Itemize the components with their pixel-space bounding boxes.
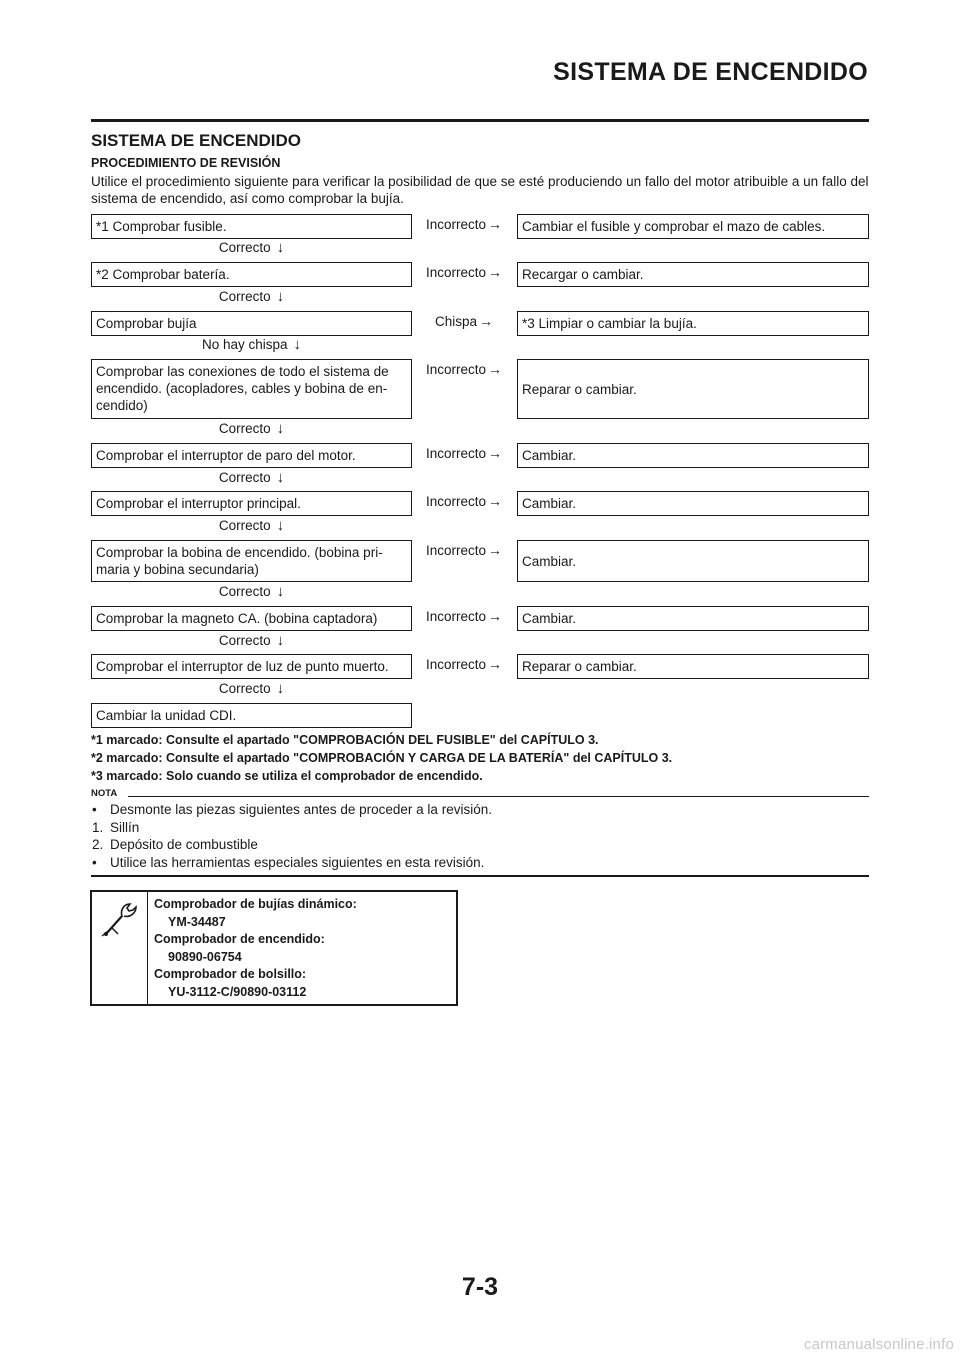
arrow-right-icon: →	[488, 361, 503, 377]
arrow-down-icon: ↓	[276, 420, 285, 437]
flow-result-6	[414, 493, 514, 510]
footnote: *3 marcado: Solo cuando se utiliza el comprobador de encendido.	[91, 769, 483, 783]
header-rule	[91, 119, 869, 122]
flow-result-2	[414, 264, 514, 281]
nota-item	[91, 836, 871, 854]
arrow-down-icon: ↓	[293, 336, 302, 353]
arrow-right-icon: →	[488, 656, 503, 672]
flow-check-8: Comprobar la magneto CA. (bobina captadora)	[91, 606, 412, 631]
flow-next-label: Correcto	[218, 633, 271, 648]
arrow-down-icon: ↓	[276, 239, 285, 256]
flow-result-label: Incorrecto	[425, 446, 487, 461]
page-header-title: SISTEMA DE ENCENDIDO	[553, 58, 868, 86]
flow-check-4: Comprobar las conexiones de todo el sistema de encendido. (acopladores, cables y bobina de en-cendido)	[91, 359, 412, 419]
tool-code: YM-34487	[168, 914, 226, 929]
flow-next-label: No hay chispa	[201, 337, 288, 352]
arrow-down-icon: ↓	[276, 680, 285, 697]
flow-result-label: Incorrecto	[425, 609, 487, 624]
nota-label: NOTA	[91, 788, 118, 799]
flow-action-9: Reparar o cambiar.	[517, 654, 869, 679]
flow-result-label: Incorrecto	[425, 494, 487, 509]
tools-icon-cell	[92, 892, 148, 1004]
flow-result-label: Chispa	[434, 314, 478, 329]
arrow-down-icon: ↓	[276, 632, 285, 649]
section-title: SISTEMA DE ENCENDIDO	[91, 131, 302, 150]
special-tools-box	[90, 890, 458, 1006]
arrow-down-icon: ↓	[276, 517, 285, 534]
nota-item-text: Sillín	[110, 819, 140, 835]
footnotes	[91, 731, 881, 785]
flow-action-3: *3 Limpiar o cambiar la bujía.	[517, 311, 869, 336]
flow-result-label: Incorrecto	[425, 265, 487, 280]
flow-check-6: Comprobar el interruptor principal.	[91, 491, 412, 516]
flow-check-9: Comprobar el interruptor de luz de punto muerto.	[91, 654, 412, 679]
intro-paragraph: Utilice el procedimiento siguiente para verificar la posibilidad de que se esté produciendo un fallo del motor atribuible a un fallo del sistema de encendido, así como comprobar la bujía.	[91, 174, 869, 206]
flow-next-label: Correcto	[218, 289, 271, 304]
flow-final: Cambiar la unidad CDI.	[91, 703, 412, 728]
flow-result-label: Incorrecto	[425, 543, 487, 558]
flow-action-1: Cambiar el fusible y comprobar el mazo de cables.	[517, 214, 869, 239]
flow-action-5: Cambiar.	[517, 443, 869, 468]
nota-top-rule	[128, 796, 869, 797]
tool-name: Comprobador de bujías dinámico:	[154, 897, 357, 911]
nota-item-marker: 1.	[92, 819, 104, 835]
footnote: *2 marcado: Consulte el apartado "COMPROBACIÓN Y CARGA DE LA BATERÍA" del CAPÍTULO 3.	[91, 751, 673, 765]
footnote: *1 marcado: Consulte el apartado "COMPROBACIÓN DEL FUSIBLE" del CAPÍTULO 3.	[91, 733, 599, 747]
flow-result-3	[414, 313, 514, 330]
arrow-down-icon: ↓	[276, 583, 285, 600]
nota-bottom-rule	[91, 875, 869, 877]
tool-name: Comprobador de bolsillo:	[154, 967, 307, 981]
flow-next-label: Correcto	[218, 470, 271, 485]
flow-result-label: Incorrecto	[425, 657, 487, 672]
tool-name: Comprobador de encendido:	[154, 932, 325, 946]
nota-item-marker: •	[92, 802, 97, 817]
nota-item-text: Desmonte las piezas siguientes antes de proceder a la revisión.	[110, 802, 492, 817]
tools-list	[148, 892, 363, 1004]
arrow-down-icon: ↓	[276, 288, 285, 305]
flow-result-label: Incorrecto	[425, 362, 487, 377]
flow-next-9	[91, 680, 412, 697]
flow-next-1	[91, 239, 412, 256]
nota-item	[91, 819, 871, 837]
nota-item-marker: 2.	[92, 837, 104, 852]
flow-next-2	[91, 288, 412, 305]
flow-action-6: Cambiar.	[517, 491, 869, 516]
arrow-right-icon: →	[488, 542, 503, 558]
arrow-right-icon: →	[479, 313, 494, 329]
flow-next-6	[91, 517, 412, 534]
arrow-right-icon: →	[488, 493, 503, 509]
flow-next-label: Correcto	[218, 240, 271, 255]
flow-result-8	[414, 608, 514, 625]
flow-check-3: Comprobar bujía	[91, 311, 412, 336]
flow-next-3	[91, 336, 412, 353]
arrow-down-icon: ↓	[276, 469, 285, 486]
arrow-right-icon: →	[488, 445, 503, 461]
flow-next-4	[91, 420, 412, 437]
flow-next-7	[91, 583, 412, 600]
flow-action-2: Recargar o cambiar.	[517, 262, 869, 287]
tool-code: YU-3112-C/90890-03112	[168, 984, 307, 999]
flow-next-label: Correcto	[218, 681, 271, 696]
flow-result-4	[414, 361, 514, 378]
flow-check-5: Comprobar el interruptor de paro del motor.	[91, 443, 412, 468]
arrow-right-icon: →	[488, 264, 503, 280]
nota-item	[91, 801, 871, 819]
flow-check-1: *1 Comprobar fusible.	[91, 214, 412, 239]
flow-result-1	[414, 216, 514, 233]
flow-action-4: Reparar o cambiar.	[517, 359, 869, 419]
nota-item-marker: •	[92, 854, 97, 870]
nota-body	[91, 801, 871, 871]
flow-action-7: Cambiar.	[517, 540, 869, 582]
flow-next-label: Correcto	[218, 518, 271, 533]
subsection-title: PROCEDIMIENTO DE REVISIÓN	[91, 156, 281, 170]
flow-next-5	[91, 469, 412, 486]
watermark: carmanualsonline.info	[803, 1336, 954, 1353]
arrow-right-icon: →	[488, 608, 503, 624]
nota-item-text: Depósito de combustible	[110, 837, 258, 852]
flow-result-label: Incorrecto	[425, 217, 487, 232]
flow-result-5	[414, 445, 514, 462]
wrench-icon	[98, 898, 140, 940]
arrow-right-icon: →	[488, 216, 503, 232]
nota-item-text: Utilice las herramientas especiales siguientes en esta revisión.	[110, 854, 485, 870]
flow-next-label: Correcto	[218, 421, 271, 436]
tool-code: 90890-06754	[168, 949, 242, 964]
flow-result-9	[414, 656, 514, 673]
flow-action-8: Cambiar.	[517, 606, 869, 631]
flow-check-7: Comprobar la bobina de encendido. (bobina pri-maria y bobina secundaria)	[91, 540, 412, 582]
nota-item	[91, 854, 871, 872]
page-number: 7-3	[461, 1273, 499, 1301]
flow-result-7	[414, 542, 514, 559]
flow-check-2: *2 Comprobar batería.	[91, 262, 412, 287]
flow-next-8	[91, 632, 412, 649]
flow-next-label: Correcto	[218, 584, 271, 599]
